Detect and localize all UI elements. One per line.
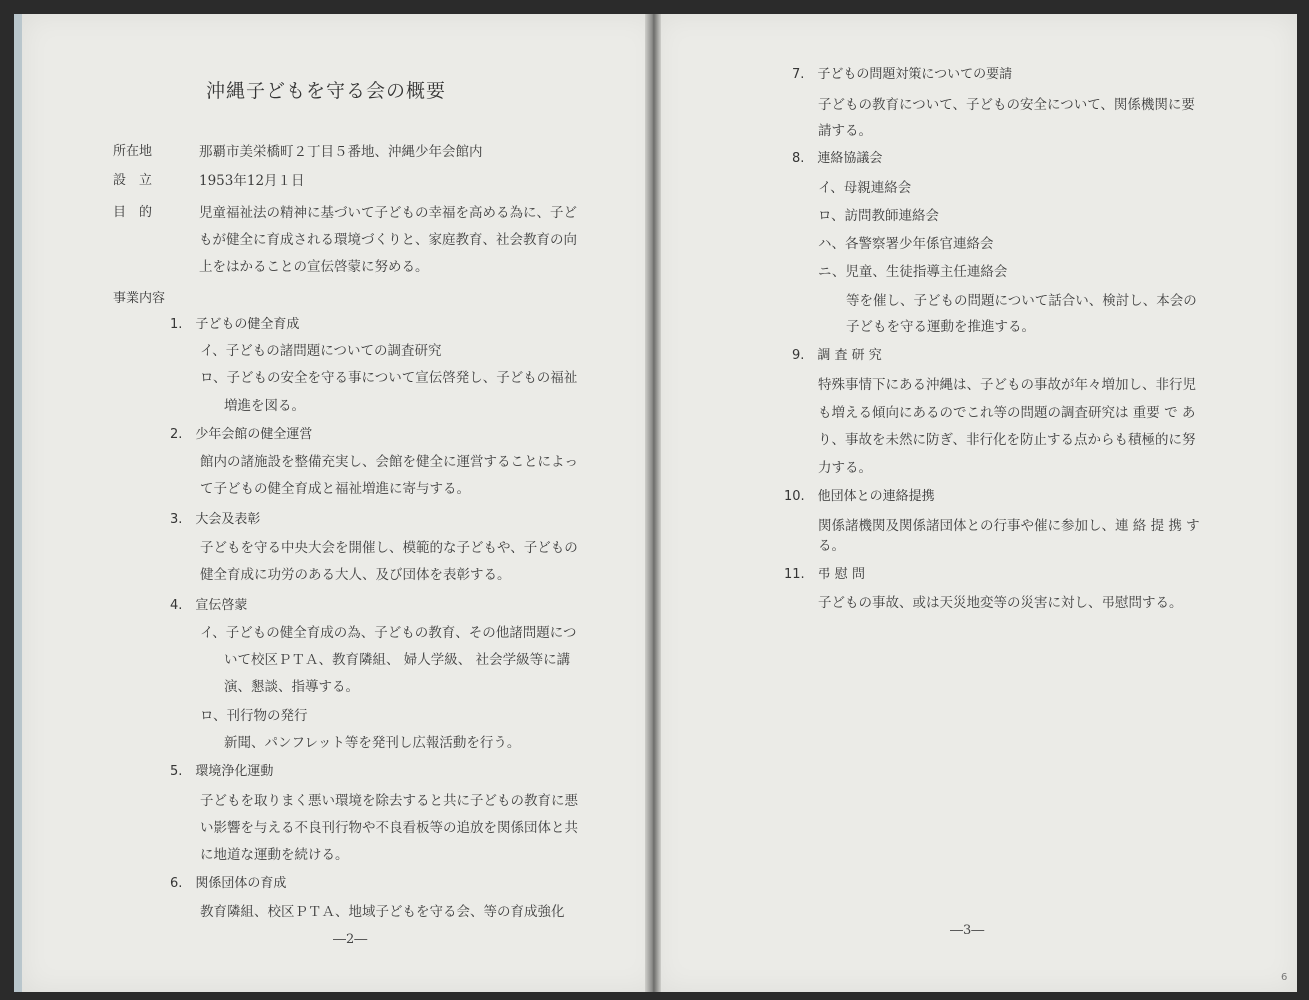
item-text: 増進を図る。 — [224, 398, 305, 414]
item-text: 子どもの教育について、子どもの安全について、関係機関に要 — [818, 97, 1195, 113]
info-value-purpose: 児童福祉法の精神に基づいて子どもの幸福を高める為に、子ど — [199, 205, 577, 221]
item-text: に地道な運動を続ける。 — [200, 847, 349, 863]
info-value-founded: 1953年12月１日 — [199, 173, 305, 189]
right-page — [656, 14, 1297, 992]
info-label-founded: 設 立 — [113, 173, 153, 188]
item-heading: 1. 子どもの健全育成 — [170, 317, 300, 332]
item-text: 子どもを守る中央大会を開催し、模範的な子どもや、子どもの — [200, 540, 578, 556]
item-heading: 2. 少年会館の健全運営 — [170, 427, 313, 442]
item-text: ニ、児童、生徒指導主任連絡会 — [818, 264, 1008, 280]
item-heading: 7. 子どもの問題対策についての要請 — [792, 67, 1013, 82]
item-text: 健全育成に功労のある大人、及び団体を表彰する。 — [200, 567, 511, 583]
item-heading: 10. 他団体との連絡提携 — [784, 489, 935, 504]
page-number-left: ―2― — [333, 932, 368, 947]
corner-mark: 6 — [1281, 972, 1288, 983]
item-text: い影響を与える不良刊行物や不良看板等の追放を関係団体と共 — [200, 820, 578, 836]
section-heading: 事業内容 — [113, 291, 166, 306]
item-text: て子どもの健全育成と福祉増進に寄与する。 — [200, 481, 470, 497]
item-heading: 6. 関係団体の育成 — [170, 876, 287, 891]
page-title: 沖縄子どもを守る会の概要 — [206, 80, 447, 102]
item-text: 等を催し、子どもの問題について話合い、検討し、本会の — [846, 293, 1197, 309]
item-text: ロ、訪問教師連絡会 — [818, 208, 939, 224]
item-heading: 4. 宣伝啓蒙 — [170, 598, 248, 613]
purpose-continued: 上をはかることの宣伝啓蒙に努める。 — [199, 259, 429, 275]
item-text: り、事故を未然に防ぎ、非行化を防止する点からも積極的に努 — [818, 432, 1196, 448]
info-value-location: 那覇市美栄橋町２丁目５番地、沖縄少年会館内 — [199, 144, 483, 160]
item-text: ロ、刊行物の発行 — [200, 708, 308, 724]
info-label-purpose: 目 的 — [113, 205, 153, 220]
item-heading: 9. 調 査 研 究 — [792, 348, 882, 363]
info-label-location: 所在地 — [113, 144, 153, 159]
item-text: イ、母親連絡会 — [818, 180, 912, 196]
item-heading: 11. 弔 慰 問 — [784, 567, 865, 582]
item-text: 新聞、パンフレット等を発刊し広報活動を行う。 — [224, 735, 521, 751]
item-text: 子どもを取りまく悪い環境を除去すると共に子どもの教育に悪 — [200, 793, 578, 809]
item-text: 力する。 — [818, 460, 872, 476]
item-text: イ、子どもの健全育成の為、子どもの教育、その他諸問題につ — [200, 625, 577, 641]
item-heading: 5. 環境浄化運動 — [170, 764, 274, 779]
item-text: 館内の諸施設を整備充実し、会館を健全に運営することによっ — [200, 454, 578, 470]
item-text: 教育隣組、校区ＰＴＡ、地域子どもを守る会、等の育成強化 — [200, 904, 565, 920]
item-text: る。 — [818, 538, 845, 554]
item-text: イ、子どもの諸問題についての調査研究 — [200, 343, 442, 359]
purpose-continued: もが健全に育成される環境づくりと、家庭教育、社会教育の向 — [199, 232, 577, 248]
item-text: ハ、各警察署少年係官連絡会 — [818, 236, 994, 252]
item-heading: 3. 大会及表彰 — [170, 512, 261, 527]
item-text: 特殊事情下にある沖縄は、子どもの事故が年々増加し、非行児 — [818, 377, 1196, 393]
page-number-right: ―3― — [950, 923, 985, 938]
item-heading: 8. 連絡協議会 — [792, 151, 883, 166]
item-text: 子どもを守る運動を推進する。 — [846, 319, 1035, 335]
item-text: ロ、子どもの安全を守る事について宣伝啓発し、子どもの福祉 — [200, 370, 578, 386]
item-text: いて校区ＰＴＡ、教育隣組、 婦人学級、 社会学級等に講 — [224, 652, 571, 668]
item-text: 請する。 — [818, 123, 872, 139]
item-text: 演、懇談、指導する。 — [224, 679, 359, 695]
item-text: も増える傾向にあるのでこれ等の問題の調査研究は 重要 で あ — [818, 405, 1196, 421]
book-gutter — [645, 14, 661, 992]
item-text: 関係諸機関及関係諸団体との行事や催に参加し、連 絡 提 携 す — [818, 518, 1200, 534]
item-text: 子どもの事故、或は天災地変等の災害に対し、弔慰問する。 — [818, 595, 1183, 611]
